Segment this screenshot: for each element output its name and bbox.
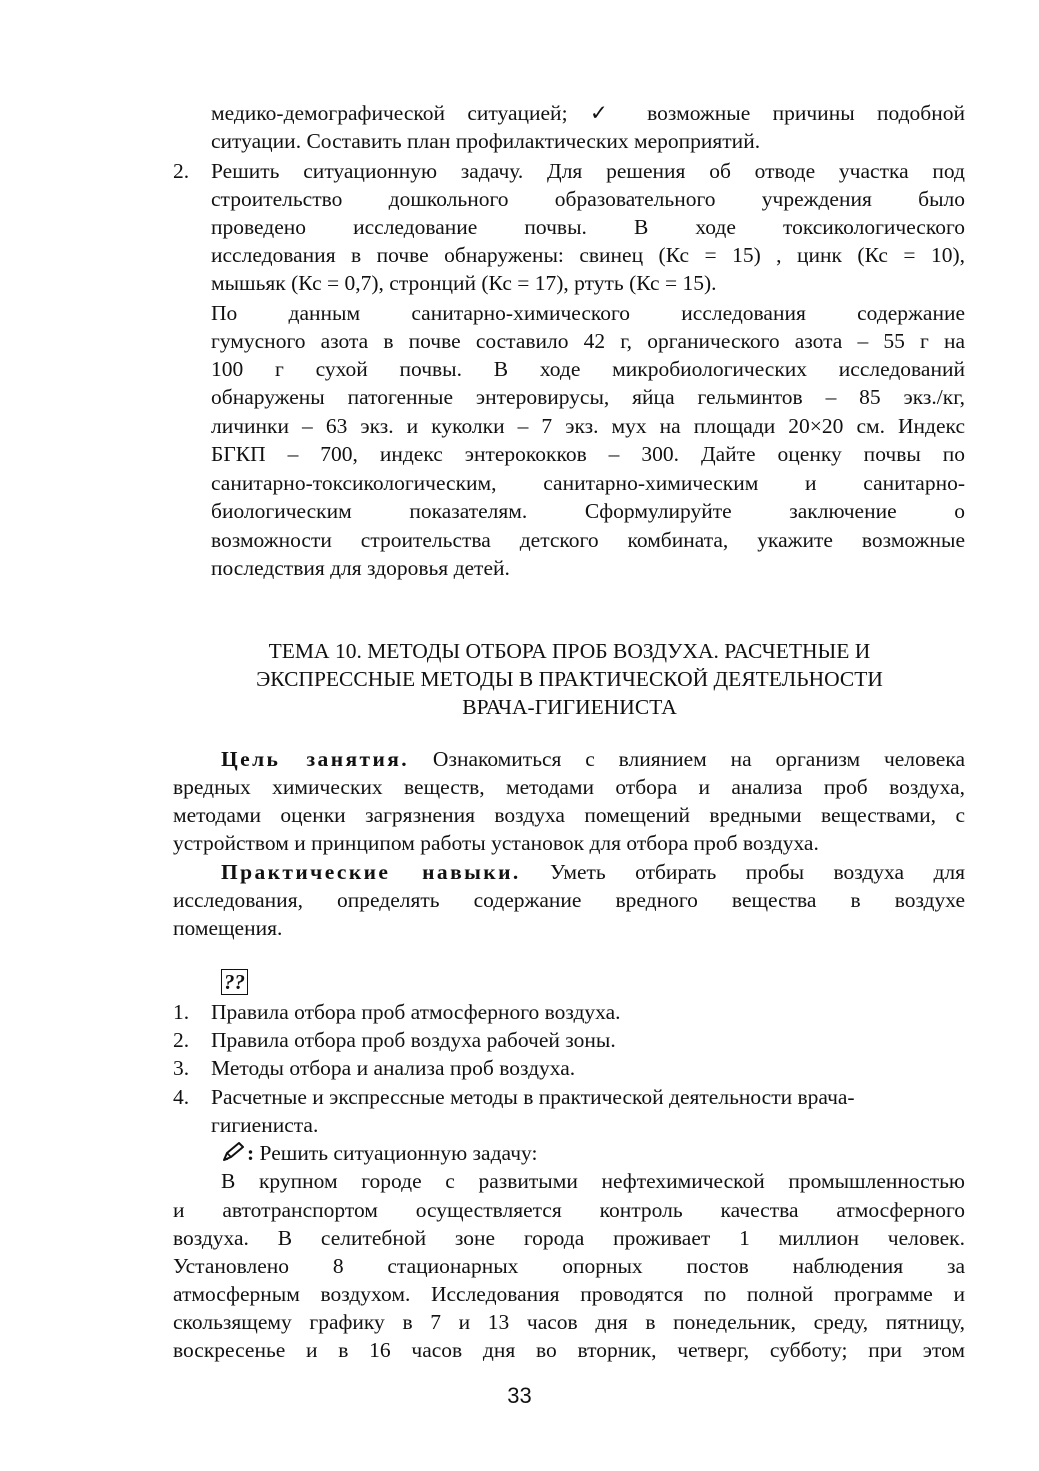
question-number: 1.: [173, 1000, 190, 1024]
task2-line: обнаружены патогенные энтеровирусы, яйца гельминтов – 85 экз./кг,: [211, 385, 965, 409]
intro-line-1: медико-демографической ситуацией; ✓ возможные причины подобной: [211, 101, 965, 125]
task-line: скользящему графику в 7 и 13 часов дня в понедельник, среду, пятницу,: [173, 1310, 965, 1334]
page-number: 33: [507, 1383, 532, 1408]
task2-line: исследования в почве обнаружены: свинец (Кс = 15) , цинк (Кс = 10),: [211, 243, 965, 267]
task2-line: По данным санитарно-химического исследования содержание: [211, 301, 965, 325]
goal-label: Цель занятия.: [221, 747, 410, 771]
goal-line: устройством и принципом работы установок для отбора проб воздуха.: [173, 831, 819, 855]
task-label-line: : Решить ситуационную задачу:: [221, 1139, 537, 1167]
question-text: Правила отбора проб атмосферного воздуха.: [211, 1000, 621, 1024]
task2-line: возможности строительства детского комбината, укажите возможные: [211, 528, 965, 552]
task-line: В крупном городе с развитыми нефтехимической промышленностью: [221, 1169, 965, 1193]
question-marks-box: ??: [221, 969, 248, 995]
task-line: атмосферным воздухом. Исследования проводятся по полной программе и: [173, 1282, 965, 1306]
task2-line: 100 г сухой почвы. В ходе микробиологических исследований: [211, 357, 965, 381]
question-text: Расчетные и экспрессные методы в практической деятельности врача-: [211, 1085, 855, 1109]
question-text-continued: гигиениста.: [211, 1113, 319, 1137]
task2-line: БГКП – 700, индекс энтерококков – 300. Дайте оценку почвы по: [211, 442, 965, 466]
task2-line: проведено исследование почвы. В ходе токсикологического: [211, 215, 965, 239]
task2-line: мышьяк (Кс = 0,7), стронций (Кс = 17), ртуть (Кс = 15).: [211, 271, 717, 295]
skills-text: Уметь отбирать пробы воздуха для: [550, 860, 966, 884]
task2-number: 2.: [173, 159, 190, 183]
theme-heading-line-1: ТЕМА 10. МЕТОДЫ ОТБОРА ПРОБ ВОЗДУХА. РАСЧЕТНЫЕ И: [268, 639, 871, 663]
task-line: воскресенье и в 16 часов дня во вторник, четверг, субботу; при этом: [173, 1338, 965, 1362]
pencil-icon: [221, 1141, 247, 1163]
goal-text: Ознакомиться с влиянием на организм человека: [432, 747, 966, 771]
task-label: Решить ситуационную задачу:: [259, 1141, 538, 1165]
question-text: Методы отбора и анализа проб воздуха.: [211, 1056, 576, 1080]
task2-line: строительство дошкольного образовательного учреждения было: [211, 187, 965, 211]
task2-line: Решить ситуационную задачу. Для решения об отводе участка под: [211, 159, 965, 183]
task2-line: биологическим показателям. Сформулируйте заключение о: [211, 499, 965, 523]
question-number: 4.: [173, 1085, 190, 1109]
goal-line-1: [221, 745, 965, 773]
theme-heading-line-3: ВРАЧА-ГИГИЕНИСТА: [462, 695, 677, 719]
goal-line: вредных химических веществ, методами отбора и анализа проб воздуха,: [173, 775, 965, 799]
skills-line-1: [221, 858, 965, 886]
question-text: Правила отбора проб воздуха рабочей зоны.: [211, 1028, 616, 1052]
question-number: 3.: [173, 1056, 190, 1080]
skills-label: Практические навыки.: [221, 860, 521, 884]
skills-line: помещения.: [173, 916, 283, 940]
question-number: 2.: [173, 1028, 190, 1052]
task2-line: гумусного азота в почве составило 42 г, органического азота – 55 г на: [211, 329, 965, 353]
task-line: и автотранспортом осуществляется контроль качества атмосферного: [173, 1198, 965, 1222]
intro-line-2: ситуации. Составить план профилактических мероприятий.: [211, 129, 761, 153]
theme-heading-line-2: ЭКСПРЕССНЫЕ МЕТОДЫ В ПРАКТИЧЕСКОЙ ДЕЯТЕЛЬНОСТИ: [256, 667, 883, 691]
task2-line: последствия для здоровья детей.: [211, 556, 510, 580]
task-line: воздуха. В селитебной зоне города проживает 1 миллион человек.: [173, 1226, 965, 1250]
task2-line: санитарно-токсикологическим, санитарно-химическим и санитарно-: [211, 471, 965, 495]
task-line: Установлено 8 стационарных опорных постов наблюдения за: [173, 1254, 965, 1278]
skills-line: исследования, определять содержание вредного вещества в воздухе: [173, 888, 965, 912]
goal-line: методами оценки загрязнения воздуха помещений вредными веществами, с: [173, 803, 965, 827]
questions-icon: [221, 969, 248, 995]
task2-line: личинки – 63 экз. и куколки – 7 экз. мух на площади 20×20 см. Индекс: [211, 414, 965, 438]
